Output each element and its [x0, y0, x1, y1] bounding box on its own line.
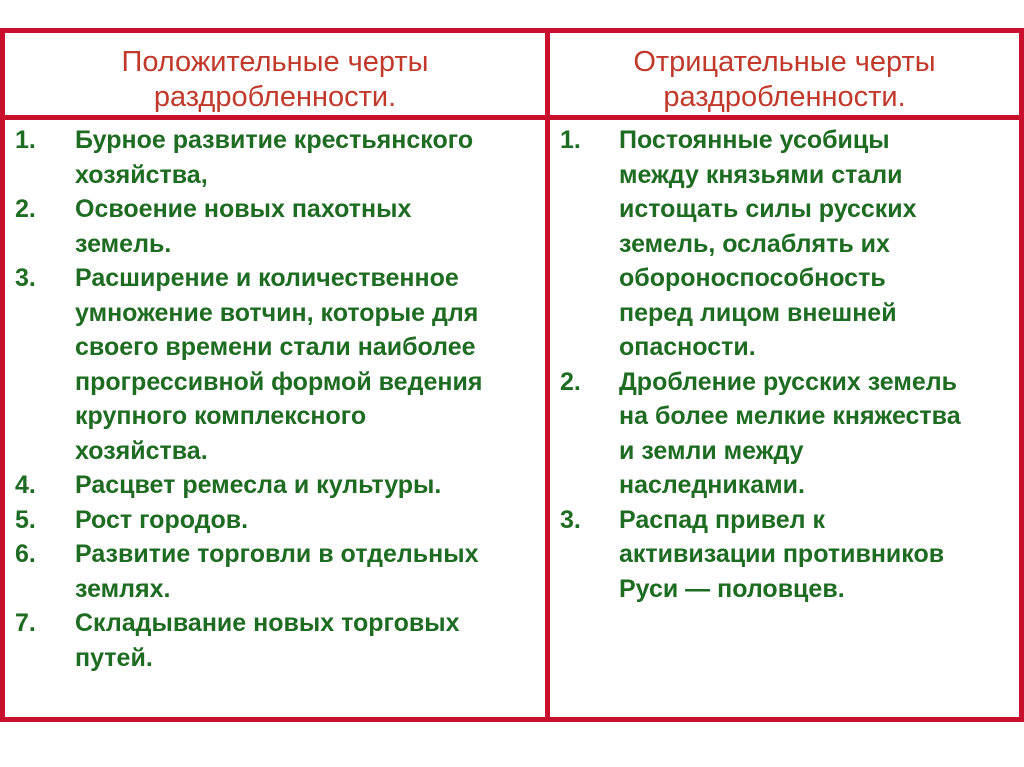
positive-item-text: [5, 503, 545, 538]
positive-list-cell: [5, 120, 550, 717]
positive-item-line: прогрессивной формой ведения: [75, 367, 483, 396]
positive-item-line: умножение вотчин, которые для: [75, 298, 479, 327]
positive-header-title: [5, 33, 545, 115]
negative-item-text: [550, 503, 1019, 607]
negative-item-line: Постоянные усобицы: [619, 126, 890, 154]
positive-item-number: 5.: [15, 505, 36, 534]
positive-item-number: 3.: [15, 264, 36, 292]
negative-list-cell: [550, 120, 1019, 717]
negative-header-line-1: Отрицательные черты: [633, 46, 936, 78]
positive-item-number: 1.: [15, 126, 36, 154]
positive-item-text: [5, 468, 545, 503]
positive-item: [5, 123, 545, 192]
positive-item: [5, 261, 545, 468]
positive-item-line: Бурное развитие крестьянского: [75, 126, 474, 154]
negative-item-line: опасности.: [619, 333, 756, 361]
positive-item-line: земель.: [75, 229, 172, 258]
positive-item: [5, 192, 545, 261]
positive-item-number: 2.: [15, 195, 36, 223]
positive-header-line-1: Положительные черты: [121, 46, 429, 78]
negative-item-text: [550, 365, 1019, 503]
negative-header-line-2: раздробленности.: [663, 81, 906, 113]
positive-item-line: Расцвет ремесла и культуры.: [75, 471, 442, 499]
positive-item-text: [5, 537, 545, 606]
positive-item: [5, 468, 545, 503]
negative-item-line: на более мелкие княжества: [619, 402, 961, 430]
positive-item-line: Развитие торговли в отдельных: [75, 540, 479, 568]
negative-item-number: 3.: [560, 505, 581, 534]
positive-item-text: [5, 123, 545, 192]
negative-item-line: и земли между: [619, 436, 804, 465]
positive-item-line: Складывание новых торговых: [75, 609, 460, 637]
negative-item-number: 2.: [560, 367, 581, 396]
positive-item-line: своего времени стали наиболее: [75, 333, 476, 361]
negative-item: [550, 123, 1019, 365]
positive-item-line: путей.: [75, 643, 153, 672]
negative-item: [550, 503, 1019, 607]
positive-item-line: хозяйства,: [75, 160, 208, 189]
negative-header-title: [550, 33, 1019, 115]
positive-header-cell: [5, 33, 550, 120]
positive-item-line: Рост городов.: [75, 505, 249, 534]
negative-item-line: активизации противников: [619, 540, 945, 568]
negative-item-line: перед лицом внешней: [619, 298, 897, 327]
positive-item-line: Расширение и количественное: [75, 264, 459, 292]
positive-item: [5, 537, 545, 606]
negative-item-line: Распад привел к: [619, 505, 825, 534]
positive-item-line: Освоение новых пахотных: [75, 195, 412, 223]
negative-list: [550, 120, 1019, 606]
negative-item-line: земель, ослаблять их: [619, 229, 890, 258]
positive-item-text: [5, 606, 545, 675]
negative-item-line: наследниками.: [619, 471, 805, 499]
positive-item-line: крупного комплексного: [75, 402, 367, 430]
negative-item-text: [550, 123, 1019, 365]
negative-item-line: между князьями стали: [619, 160, 903, 189]
negative-item-line: Руси — половцев.: [619, 574, 845, 603]
positive-item-text: [5, 261, 545, 468]
comparison-table: [0, 28, 1024, 722]
positive-item: [5, 503, 545, 538]
positive-item: [5, 606, 545, 675]
positive-list: [5, 120, 545, 675]
positive-item-text: [5, 192, 545, 261]
negative-item: [550, 365, 1019, 503]
positive-header-line-2: раздробленности.: [153, 81, 397, 113]
negative-item-number: 1.: [560, 126, 581, 154]
negative-item-line: Дробление русских земель: [619, 367, 958, 396]
positive-item-line: хозяйства.: [75, 436, 208, 465]
negative-item-line: истощать силы русских: [619, 195, 917, 223]
positive-item-number: 6.: [15, 540, 36, 568]
positive-item-line: землях.: [75, 574, 171, 603]
negative-header-cell: [550, 33, 1019, 120]
positive-item-number: 7.: [15, 609, 36, 637]
negative-item-line: обороноспособность: [619, 264, 886, 292]
positive-item-number: 4.: [15, 471, 36, 499]
